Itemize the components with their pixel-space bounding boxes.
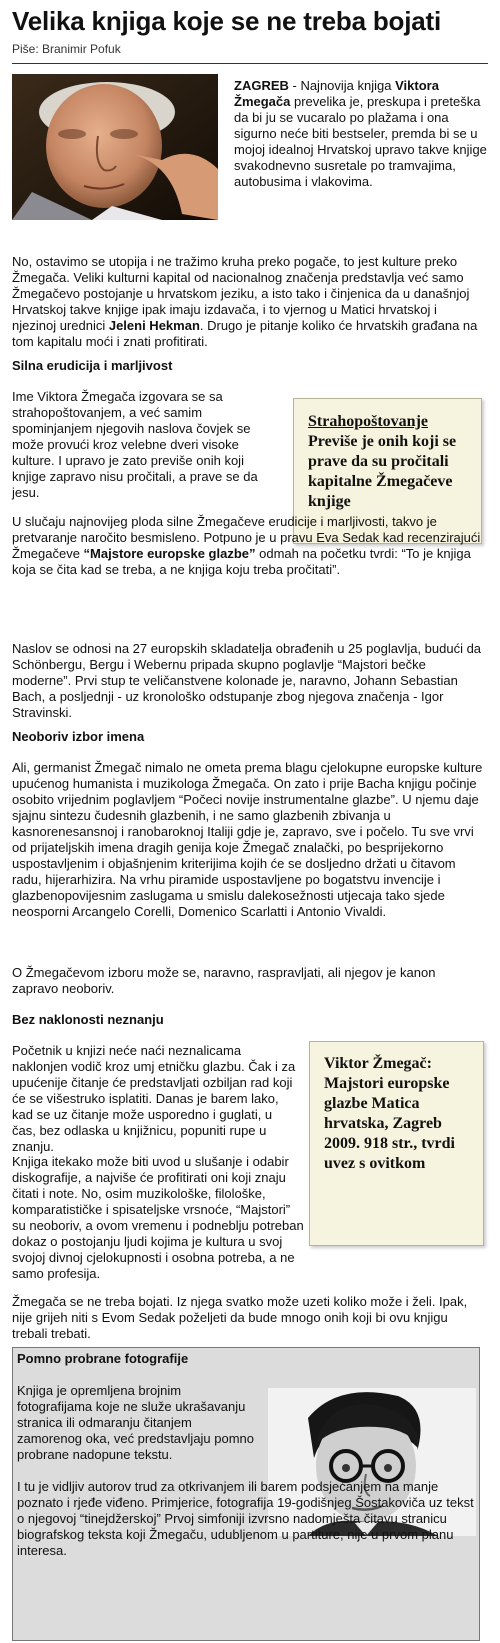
p4-text: Naslov se odnosi na 27 europskih skladatelja obrađenih u 25 poglavlja, budući da Schönbergu, Bergu i Webernu pripada skupno poglavlje “Majstori bečke moderne”. Prvi stup te veličanstvene kolonade je, naravno, Johann Sebastian Bach, a posljednji - uz kronološko odstupanje zbog njegova značenja - Igor Stravinski.: [12, 641, 482, 720]
heading-neoboriv-izbor: Neoboriv izbor imena: [12, 729, 145, 744]
paragraph-1: [12, 254, 484, 350]
article-title: Velika knjiga koje se ne treba bojati: [12, 6, 442, 36]
heading-silna-erudicija: Silna erudicija i marljivost: [12, 358, 173, 373]
p9-text: Žmegača se ne treba bojati. Iz njega svatko može uzeti koliko može i želi. Ipak, nije grijeh niti s Evom Sedak poželjeti da bude mnogo onih koji bi ovu knjigu trebali trebati.: [12, 1294, 468, 1341]
pull-quote-text: Previše je onih koji se prave da su pročitali kapitalne Žmegačeve knjige: [308, 433, 457, 510]
paragraph-6: [12, 965, 484, 997]
p1-text-a: No, ostavimo se utopija i ne tražimo kruha preko pogače, to jest kulture preko Žmegača. Veliki kulturni kapital od nacionalnog značenja predstavlja već samo Žmegačevo postojanje u hrvatskom jeziku, a isto tako i činjenica da u današnjoj Hrvatskoj takve knjige ipak imaju izdavača, i to vjernog u Matici hrvatskoj i njezinoj urednici: [12, 254, 470, 333]
portrait-illustration: [12, 74, 218, 220]
sidebar-p1-text: Knjiga je opremljena brojnim fotografijama koje ne služe ukrašavanju stranica ili odmaranju čitanjem zamorenog oka, već predstavljaju pomno probrane nadopune tekstu.: [17, 1383, 255, 1462]
sidebar-paragraph-1: [17, 1383, 257, 1463]
p6-text: O Žmegačevom izboru može se, naravno, raspravljati, ali njegov je kanon zapravo neoboriv.: [12, 965, 436, 996]
paragraph-9: [12, 1294, 484, 1342]
dateline-place: ZAGREB: [234, 78, 289, 93]
book-info-text: Viktor Žmegač: Majstori europske glazbe Matica hrvatska, Zagreb 2009. 918 str., tvrdi uvez s ovitkom: [324, 1055, 455, 1172]
title-divider: [12, 63, 488, 64]
lead-text-1: - Najnovija knjiga: [288, 78, 396, 93]
sidebar-box: [12, 1347, 480, 1641]
paragraph-8: [12, 1154, 304, 1282]
paragraph-4: [12, 641, 484, 721]
p2-text: Ime Viktora Žmegača izgovara se sa strahopoštovanjem, a već samim spominjanjem njegovih naslova čovjek se može provući kroz velebne dveri visoke kulture. I upravo je zato previše onih koji knjige zapravo nisu pročitali, a prave se da jesu.: [12, 389, 258, 500]
lead-paragraph: [234, 78, 492, 190]
p3-text-a: U slučaju najnovijeg ploda silne Žmegačeve erudicije i marljivosti, takvo je pretvaranje naročito besmisleno. Potpuno je u pravu Eva Sedak kad recenzirajući Žmegačeve: [12, 514, 481, 561]
p5-text: Ali, germanist Žmegač nimalo ne ometa prema blagu cjelokupne europske kulture upućenog humanista i muzikologa Žmegača. On zato i prije Bacha knjigu počinje osobito vrijednim poglavljem “Počeci novije instrumentalne glazbe”. U njemu daje sjajnu sintezu čudesnih glazbenih, i ne samo glazbenih zbivanja u kasnorenesansnoj i ranobaroknoj Italiji gdje je, zapravo, sve i počelo. Tu sve vrvi od prijateljskih imena dragih genija koje Žmegač znalački, po besprijekorno uspostavljenim i objašnjenim kriterijima kojih će se dosljedno držati u čitavom radu, hijerarhizira. Na vrhu piramide uspostavljene po bogatstvu invencije i glazbenopovijesnim zaslugama u smislu dalekosežnosti utjecaja tako sjede neosporni Arcangelo Corelli, Domenico Scarlatti i Antonio Vivaldi.: [12, 760, 483, 919]
p3-text-b: odmah na početku tvrdi: “To je knjiga koja se čita kad se treba, a ne knjiga koju treba pročitati”.: [12, 546, 471, 577]
pull-quote-title: Strahopoštovanje: [308, 413, 429, 430]
sidebar-title: Pomno probrane fotografije: [17, 1351, 189, 1366]
sidebar-p2-text: I tu je vidljiv autorov trud za otkrivanjem ili barem podsjećanjem na manje poznato i rjeđe viđeno. Primjerice, fotografija 19-godišnjeg Šostakoviča uz tekst o njegovoj “tinejdžerskoj” Prvoj simfoniji izvrsno nadomješta čitavu stranicu biografskog teksta koji Žmegaču, udubljenom u partiture, nije u prvom planu interesa.: [17, 1479, 474, 1558]
paragraph-7: [12, 1043, 298, 1155]
sidebar-paragraph-2a: [17, 1479, 474, 1559]
p7-text: Početnik u knjizi neće naći neznalicama naklonjen vodič kroz umj etničku glazbu. Čak i za upućenije čitanje će predstavljati ozbiljan rad koji će se višestruko isplatiti. Danas je barem lako, kad se uz čitanje može usporedno i guglati, u čas, bez odlaska u knjižnicu, popuniti rupe u znanju.: [12, 1043, 296, 1154]
author-portrait-photo: [12, 74, 218, 220]
lead-section: [12, 74, 488, 224]
book-info-box: [309, 1041, 484, 1246]
paragraph-2: [12, 389, 274, 501]
p8-text: Knjiga itekako može biti uvod u slušanje i odabir diskografije, a najviše će profitirati oni koji znaju čitati i note. No, osim muzikološke, filološke, komparatističke i spisateljske vrsnoće, “Majstori” su neoboriv, a ovom vremenu i podneblju potreban dokaz o postojanju ljudi kojima je kultura u svoj svojoj divnoj cjelokupnosti i osobna potreba, a ne samo profesija.: [12, 1154, 304, 1281]
paragraph-3: [12, 514, 484, 578]
p1-editor-name: Jeleni Hekman: [108, 318, 200, 333]
p1-text-b: . Drugo je pitanje koliko će hrvatskih građana na tom kapitalu moći i znati profitirati.: [12, 318, 478, 349]
lead-text-2: prevelika je, preskupa i preteška da bi ju se vucaralo po plažama i ona sigurno neće biti bestseler, premda bi se u mojoj idealnoj Hrvatskoj upravo takve knjige svakodnevno susretale po tramvajima, autobusima i vlakovima.: [234, 94, 487, 189]
p3-book-title: “Majstore europske glazbe”: [83, 546, 256, 561]
lead-author-name: Viktora Žmegača: [234, 78, 439, 109]
author-line: Piše: Branimir Pofuk: [12, 42, 121, 56]
heading-bez-naklonosti: Bez naklonosti neznanju: [12, 1012, 164, 1027]
paragraph-5: [12, 760, 484, 920]
